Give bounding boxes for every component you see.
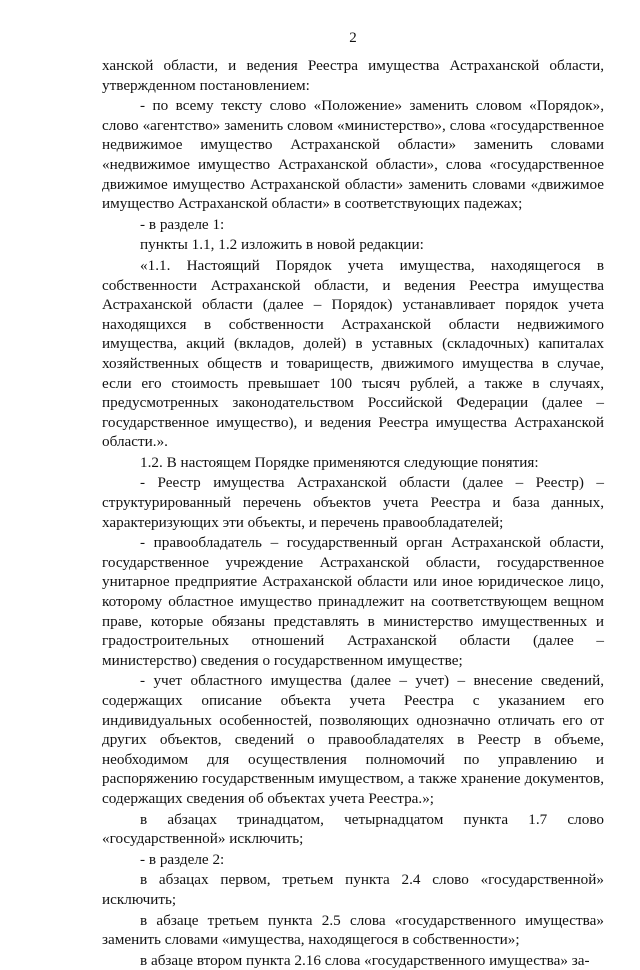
- paragraph-item-1-2: 1.2. В настоящем Порядке применяются следующие понятия:: [140, 453, 539, 471]
- paragraph-item-2-4-change: в абзацах первом, третьем пункта 2.4 слово «государственной» исключить;: [102, 871, 604, 908]
- paragraph-section-2-heading: - в разделе 2:: [140, 850, 225, 868]
- paragraph-replace-words: - по всему тексту слово «Положение» заменить словом «Порядок», слово «агентство» заменить словом «министерство», слова «государственное недвижимое имущество Астраханской области» заменить словами «недвижимое имущество Астраханской области», слова «государственное движимое имущество Астраханской области» заменить словами «движимое имущество Астраханской области» в соответствующих падежах;: [102, 97, 604, 213]
- paragraph-item-2-5-change: в абзаце третьем пункта 2.5 слова «государственного имущества» заменить словами «имущества, находящегося в собственности»;: [102, 911, 604, 949]
- page-number: 2: [349, 30, 357, 46]
- paragraph-item-1-7-change: в абзацах тринадцатом, четырнадцатом пункта 1.7 слово «государственной» исключить;: [102, 810, 604, 848]
- paragraph-section-1-heading: - в разделе 1:: [140, 215, 225, 233]
- paragraph-item-1-1: «1.1. Настоящий Порядок учета имущества, находящегося в собственности Астраханской области, и ведения Реестра имущества Астраханской области (далее – Порядок) устанавливает порядок учета находящихся в собственности Астраханской области недвижимого имущества, акций (вкладов, долей) в уставных (складочных) капиталах хозяйственных обществ и товариществ, движимого имущества в случае, если его стоимость превышает 100 тысяч рублей, а также в случаях, предусмотренных законодательством Российской Федерации (далее – государственное имущество), и ведения Реестра имущества Астраханской области.».: [102, 256, 604, 451]
- paragraph-item-2-16-change: в абзаце втором пункта 2.16 слова «государственного имущества» за-: [140, 951, 590, 969]
- paragraph-continuation: ханской области, и ведения Реестра имущества Астраханской области, утвержденном постановлением:: [102, 57, 604, 94]
- paragraph-definition-rightholder: - правообладатель – государственный орган Астраханской области, государственное учреждение Астраханской области, государственное унитарное предприятие Астраханской области или иное юридическое лицо, которому областное имущество принадлежит на соответствующем вещном праве, которые обязаны представлять в министерство имущественных и градостроительных отношений Астраханской области (далее – министерство) сведения о государственном имуществе;: [102, 534, 604, 669]
- document-body: [102, 56, 604, 970]
- paragraph-items-new-edition: пункты 1.1, 1.2 изложить в новой редакции:: [140, 236, 424, 254]
- paragraph-definition-registry: - Реестр имущества Астраханской области (далее – Реестр) – структурированный перечень объектов учета Реестра и база данных, характеризующих эти объекты, и перечень правообладателей;: [102, 474, 604, 531]
- paragraph-definition-accounting: - учет областного имущества (далее – учет) – внесение сведений, содержащих описание объекта учета Реестра с указанием его индивидуальных особенностей, позволяющих однозначно отличать его от других объектов, сведений о правообладателях в Реестр в объеме, необходимом для осуществления полномочий по управлению и распоряжению государственным имуществом, а также хранение документов, содержащих сведения об объектах учета Реестра.»;: [102, 672, 604, 807]
